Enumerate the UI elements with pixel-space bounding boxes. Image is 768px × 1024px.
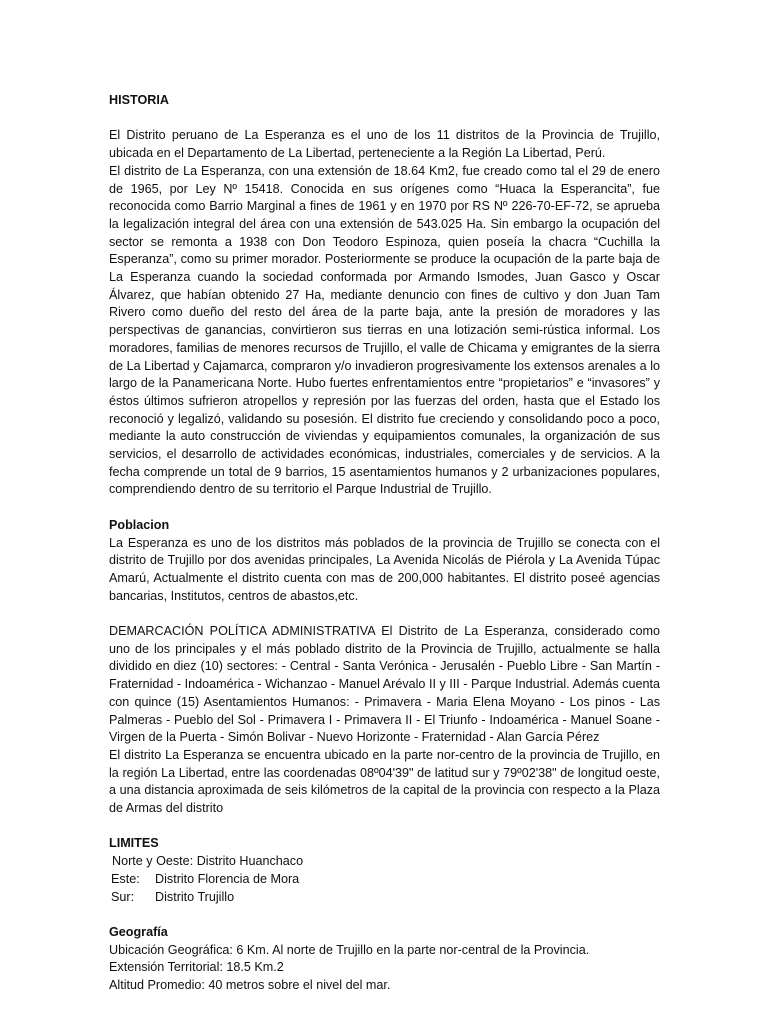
spacer [109, 110, 660, 128]
historia-heading: HISTORIA [109, 93, 169, 107]
spacer [109, 818, 660, 836]
limites-heading: LIMITES [109, 836, 159, 851]
geografia-heading: Geografía [109, 924, 168, 939]
limit-value: Distrito Trujillo [155, 889, 235, 904]
limit-row-norte [109, 853, 660, 871]
limit-label: Este: [111, 871, 140, 886]
limit-label: Norte y Oeste: [112, 854, 194, 869]
limit-label: Sur: [111, 889, 135, 904]
limit-row-sur [109, 889, 660, 907]
historia-paragraph-1: El Distrito peruano de La Esperanza es el uno de los 11 distritos de la Provincia de Trujillo, ubicada en el Departamento de La Libertad, perteneciente a la Región La Libertad, Perú. [109, 128, 660, 161]
limit-value: Distrito Huanchaco [196, 854, 304, 869]
geografia-line-ubicacion: Ubicación Geográfica: 6 Km. Al norte de Trujillo en la parte nor-central de la Provincia. [109, 942, 590, 957]
geografia-line-altitud: Altitud Promedio: 40 metros sobre el nivel del mar. [109, 978, 391, 993]
spacer [109, 499, 660, 517]
demarcacion-paragraph-2: El distrito La Esperanza se encuentra ubicado en la parte nor-centro de la provincia de Trujillo, en la región La Libertad, entre las coordenadas 08º04'39" de latitud sur y 79º02'38" de longitud oeste, a una distancia aproximada de seis kilómetros de la capital de la provincia con respecto a la Plaza de Armas del distrito [109, 747, 660, 816]
historia-paragraph-2: El distrito de La Esperanza, con una extensión de 18.64 Km2, fue creado como tal el 29 de enero de 1965, por Ley Nº 15418. Conocida en sus orígenes como “Huaca la Esperancita”, fue reconocida como Barrio Marginal a fines de 1961 y en 1970 por RS Nº 226-70-EF-72, se aprueba la legalización integral del área con una extensión de 543.025 Ha. Sin embargo la ocupación del sector se remonta a 1938 con Don Teodoro Espinoza, quien poseía la chacra “Cuchilla la Esperanza”, como su primer morador. Posteriormente se produce la ocupación de la parte baja de La Esperanza cuando la sociedad conformada por Armando Ismodes, Juan Gasco y Oscar Álvarez, que habían obtenido 27 Ha, mediante denuncio con fines de cultivo y don Juan Tam Rivero como dueño del resto del área de la parte baja, ante la presión de moradores y las perspectivas de ganancias, convirtieron sus tierras en una lotización semi-rústica informal. Los moradores, familias de menores recursos de Trujillo, el valle de Chicama y emigrantes de la sierra de La Libertad y Cajamarca, compraron y/o invadieron progresivamente los extensos arenales a lo largo de la Panamericana Norte. Hubo fuertes enfrentamientos entre “propietarios” e “invasores” y éstos últimos sufrieron atropellos y represión por las fuerzas del orden, hasta que el Estado los reconoció y legalizó, validando su posesión. El distrito fue creciendo y consolidando poco a poco, mediante la auto construcción de viviendas y equipamientos comunales, la organización de sus servicios, el desarrollo de actividades económicas, industriales, comerciales y de servicios. A la fecha comprende un total de 9 barrios, 15 asentamientos humanos y 2 urbanizaciones populares, comprendiendo dentro de su territorio el Parque Industrial de Trujillo. [109, 163, 660, 497]
spacer [109, 906, 660, 924]
limit-value: Distrito Florencia de Mora [155, 871, 300, 886]
spacer [109, 605, 660, 623]
geografia-line-extension: Extensión Territorial: 18.5 Km.2 [109, 960, 284, 975]
poblacion-paragraph: La Esperanza es uno de los distritos más poblados de la provincia de Trujillo se conecta con el distrito de Trujillo por dos avenidas principales, La Avenida Nicolás de Piérola y La Avenida Túpac Amarú, Actualmente el distrito cuenta con mas de 200,000 habitantes. El distrito poseé agencias bancarias, Institutos, centros de abastos,etc. [109, 535, 660, 603]
poblacion-heading: Poblacion [109, 517, 170, 532]
limit-row-este [109, 871, 660, 889]
demarcacion-paragraph-1: DEMARCACIÓN POLÍTICA ADMINISTRATIVA El Distrito de La Esperanza, considerado como uno de los principales y el más poblado distrito de la Provincia de Trujillo, actualmente se halla dividido en diez (10) sectores: - Central - Santa Verónica - Jerusalén - Pueblo Libre - San Martín - Fraternidad - Indoamérica - Wichanzao - Manuel Arévalo II y III - Parque Industrial. Además cuenta con quince (15) Asentamientos Humanos: - Primavera - Maria Elena Moyano - Los pinos - Las Palmeras - Pueblo del Sol - Primavera I - Primavera II - El Triunfo - Indoamérica - Manuel Soane - Virgen de la Puerta - Simón Bolivar - Nuevo Horizonte - Fraternidad - Alan García Pérez [109, 624, 660, 745]
